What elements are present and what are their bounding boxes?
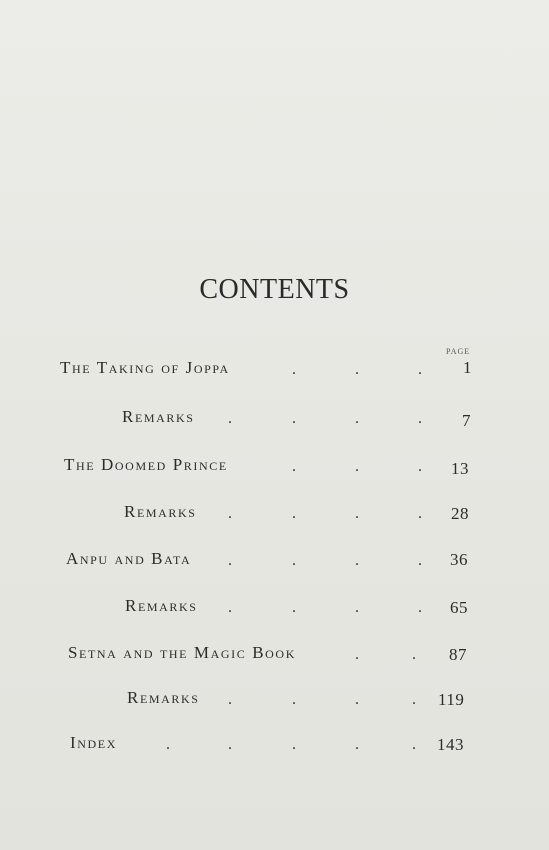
leader-dot: .: [412, 691, 416, 708]
leader-dot: .: [418, 552, 422, 569]
leader-dot: .: [292, 599, 296, 616]
leader-dot: .: [418, 599, 422, 616]
leader-dot: .: [166, 736, 170, 753]
leader-dot: .: [292, 552, 296, 569]
leader-dot: .: [355, 458, 359, 475]
leader-dot: .: [418, 505, 422, 522]
leader-dot: .: [412, 646, 416, 663]
leader-dot: .: [228, 552, 232, 569]
toc-entry-page: 28: [451, 504, 469, 523]
leader-dot: .: [292, 691, 296, 708]
leader-dot: .: [228, 410, 232, 427]
contents-heading: CONTENTS: [199, 274, 350, 305]
leader-dot: .: [355, 599, 359, 616]
toc-entry-title: The Doomed Prince: [64, 455, 228, 474]
toc-entry-title: The Taking of Joppa: [60, 358, 230, 377]
toc-entry-title: Remarks: [127, 688, 200, 707]
leader-dot: .: [292, 458, 296, 475]
leader-dot: .: [418, 458, 422, 475]
leader-dot: .: [228, 599, 232, 616]
toc-entry-page: 87: [449, 645, 467, 664]
toc-entry-page: 119: [438, 690, 465, 709]
toc-entry-page: 13: [451, 459, 469, 478]
toc-entry-page: 143: [437, 735, 464, 754]
leader-dot: .: [292, 505, 296, 522]
toc-entry-title: Remarks: [124, 502, 197, 521]
toc-entry-page: 1: [463, 358, 472, 377]
leader-dot: .: [355, 552, 359, 569]
leader-dot: .: [292, 361, 296, 378]
leader-dot: .: [292, 410, 296, 427]
leader-dot: .: [355, 691, 359, 708]
leader-dot: .: [355, 410, 359, 427]
leader-dot: .: [228, 736, 232, 753]
leader-dot: .: [228, 505, 232, 522]
leader-dot: .: [418, 410, 422, 427]
leader-dot: .: [292, 736, 296, 753]
toc-entry-title: Setna and the Magic Book: [68, 643, 296, 662]
toc-entry-title: Index: [70, 733, 117, 752]
toc-entry-title: Remarks: [125, 596, 198, 615]
toc-entry-page: 65: [450, 598, 468, 617]
toc-entry-title: Anpu and Bata: [66, 549, 192, 568]
leader-dot: .: [355, 361, 359, 378]
leader-dot: .: [355, 505, 359, 522]
leader-dot: .: [418, 361, 422, 378]
leader-dot: .: [228, 691, 232, 708]
leader-dot: .: [412, 736, 416, 753]
toc-entry-title: Remarks: [122, 407, 195, 426]
leader-dot: .: [355, 646, 359, 663]
page-column-label: PAGE: [446, 347, 471, 356]
toc-entry-page: 7: [462, 411, 471, 430]
leader-dot: .: [355, 736, 359, 753]
toc-entry-page: 36: [450, 550, 468, 569]
